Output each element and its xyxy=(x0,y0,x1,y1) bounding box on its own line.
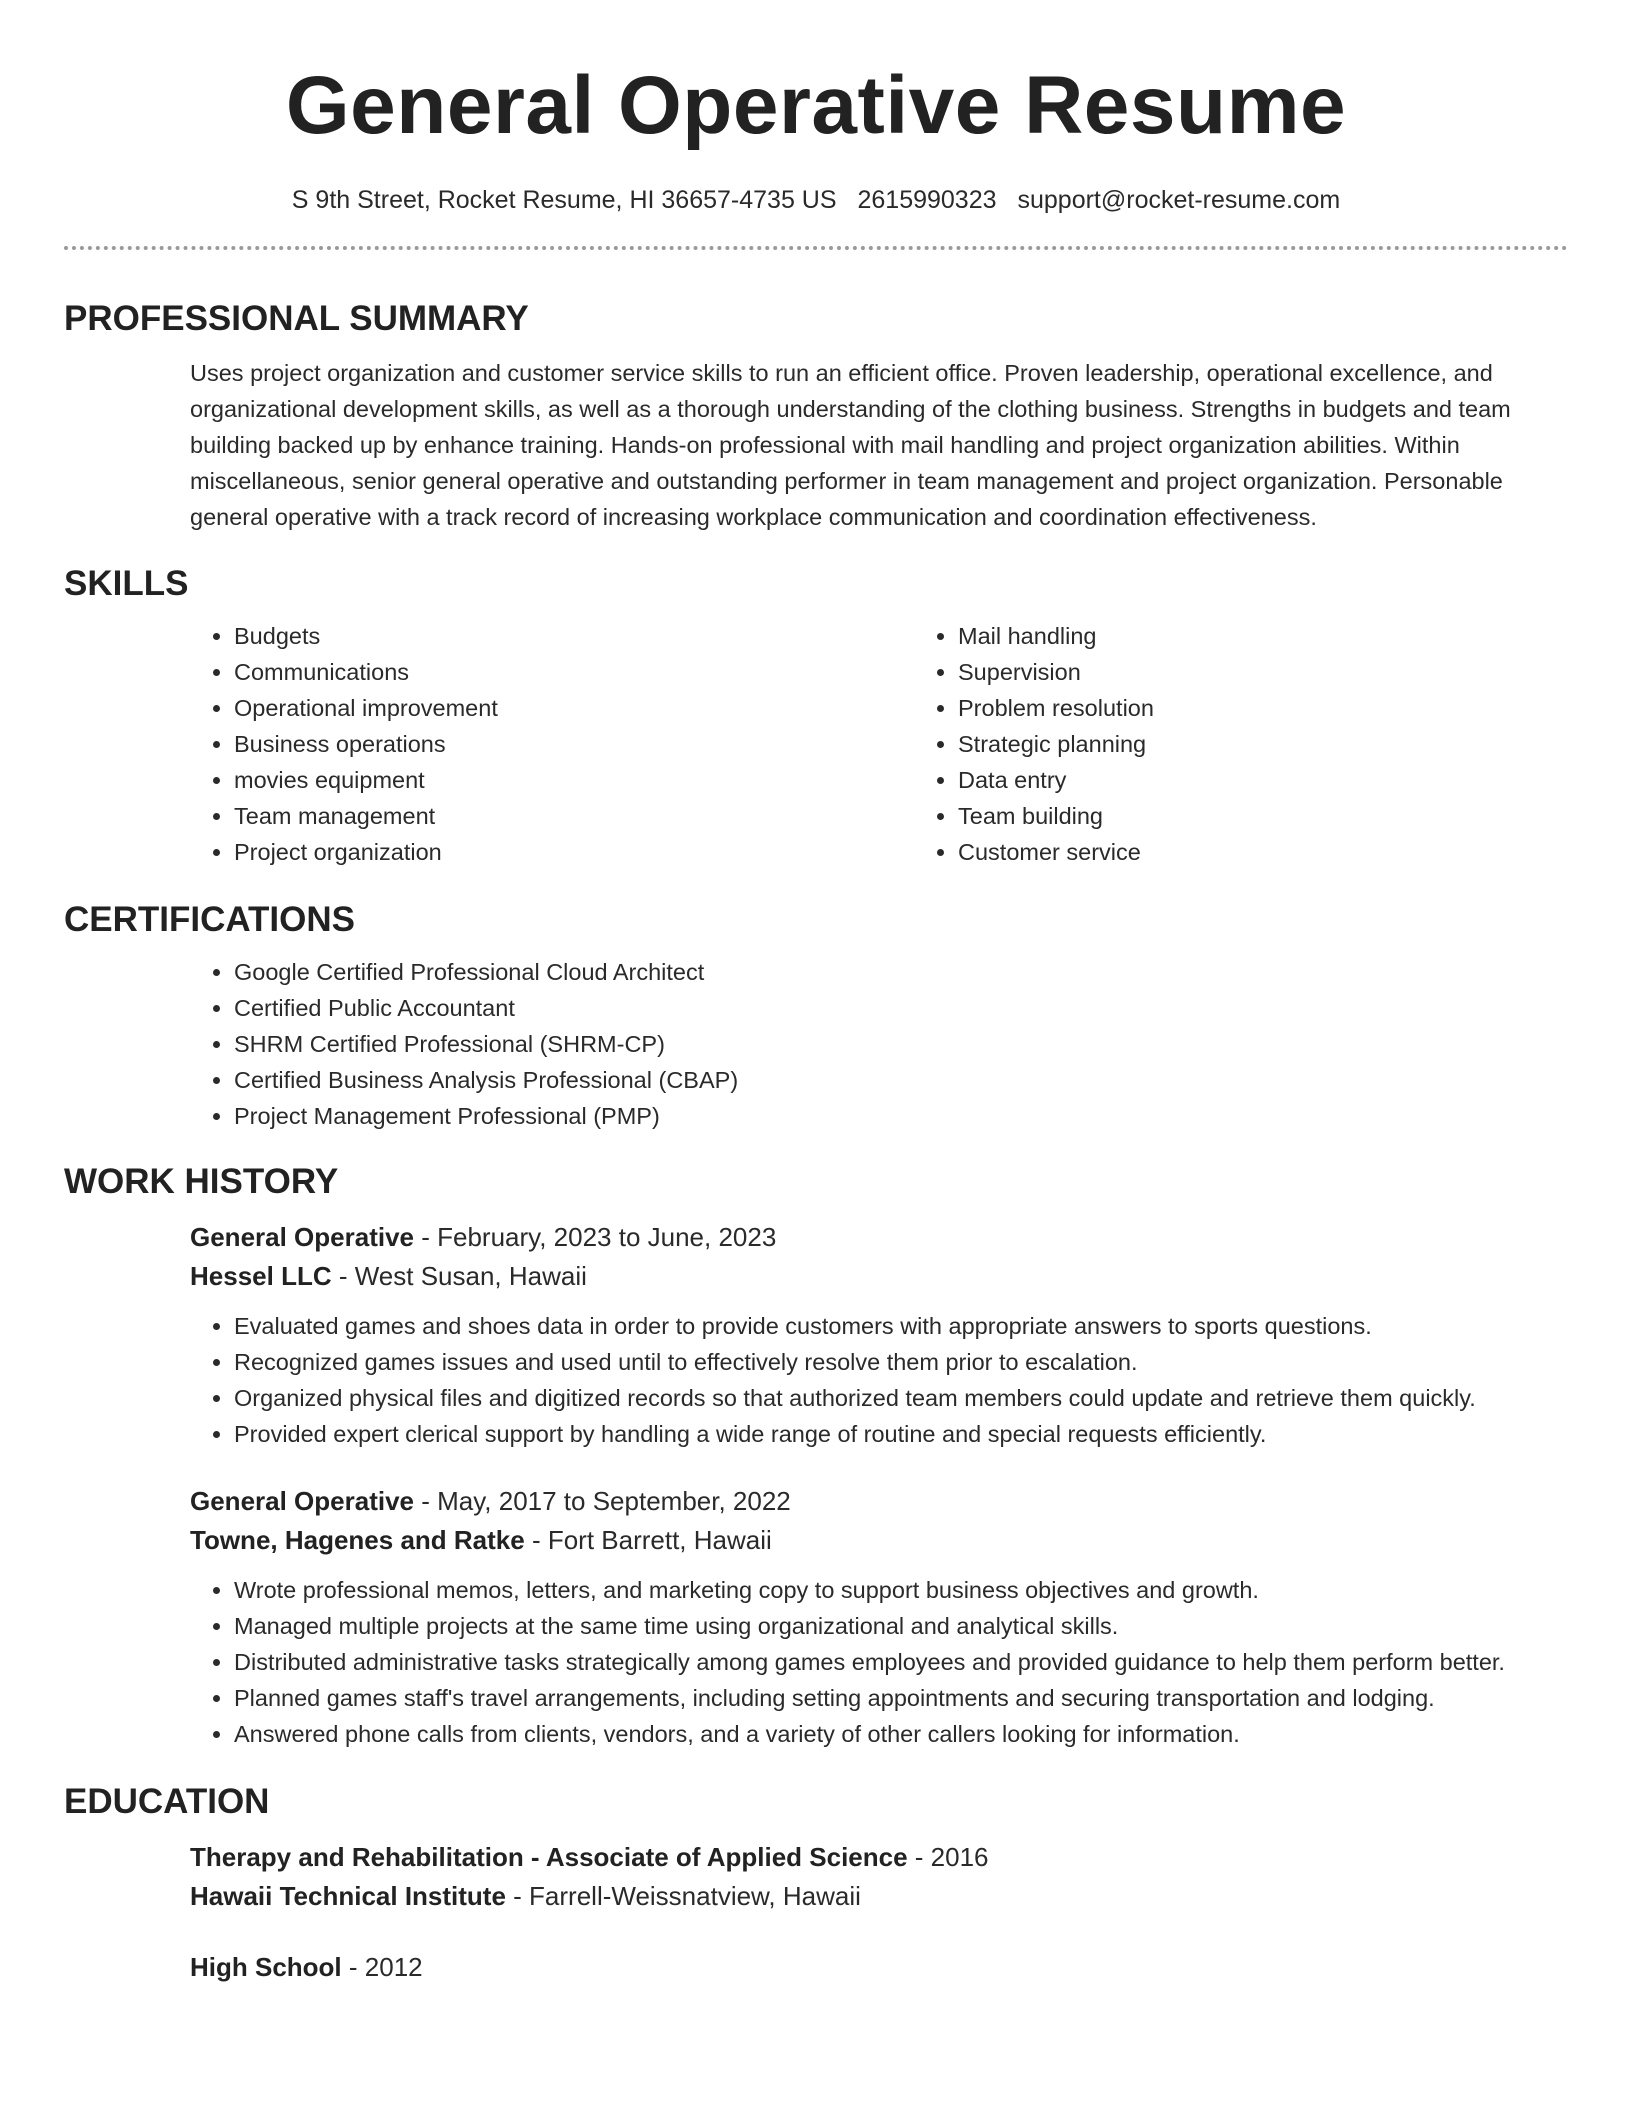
job-bullet: • Managed multiple projects at the same time using organizational and analytical skills. xyxy=(234,1608,1568,1644)
job-bullets xyxy=(190,1572,1568,1752)
job-company: Towne, Hagenes and Ratke xyxy=(190,1525,525,1555)
skills-list-left xyxy=(190,618,914,870)
skill-item: • Team management xyxy=(234,798,914,834)
degree-line xyxy=(190,1838,1568,1877)
skills-columns xyxy=(190,618,1568,870)
skill-item: • Team building xyxy=(958,798,1632,834)
skill-item: • Business operations xyxy=(234,726,914,762)
education-entry xyxy=(190,1838,1568,1916)
job-bullet: • Recognized games issues and used until to effectively resolve them prior to escalation. xyxy=(234,1344,1568,1380)
education-degree: High School xyxy=(190,1952,342,1982)
job-role: General Operative xyxy=(190,1486,414,1516)
skills-section xyxy=(64,562,1568,870)
job-bullet: • Organized physical files and digitized records so that authorized team members could update and retrieve them quickly. xyxy=(234,1380,1568,1416)
skill-item: • Project organization xyxy=(234,834,914,870)
contact-address: S 9th Street, Rocket Resume, HI 36657-4735 US xyxy=(291,186,837,214)
education-section xyxy=(64,1780,1568,1987)
job-role: General Operative xyxy=(190,1222,414,1252)
certification-item: • Project Management Professional (PMP) xyxy=(234,1098,1568,1134)
certification-item: • Certified Business Analysis Professional (CBAP) xyxy=(234,1062,1568,1098)
skill-item: • movies equipment xyxy=(234,762,914,798)
skill-item: • Communications xyxy=(234,654,914,690)
job-entry xyxy=(190,1482,1568,1560)
summary-section xyxy=(64,297,1568,535)
education-entry xyxy=(190,1948,1568,1987)
skills-list-right xyxy=(914,618,1632,870)
job-location: - Fort Barrett, Hawaii xyxy=(524,1525,772,1555)
school-line xyxy=(190,1877,1568,1916)
job-location: - West Susan, Hawaii xyxy=(331,1261,587,1291)
certification-item: • SHRM Certified Professional (SHRM-CP) xyxy=(234,1026,1568,1062)
job-bullet: • Planned games staff's travel arrangements, including setting appointments and securing transportation and lodging. xyxy=(234,1680,1568,1716)
job-dates: - February, 2023 to June, 2023 xyxy=(414,1222,777,1252)
section-title-certifications: CERTIFICATIONS xyxy=(64,900,356,939)
skill-item: • Operational improvement xyxy=(234,690,914,726)
job-dates: - May, 2017 to September, 2022 xyxy=(414,1486,791,1516)
header-divider xyxy=(64,246,1568,250)
job-bullet: • Answered phone calls from clients, vendors, and a variety of other callers looking for information. xyxy=(234,1716,1568,1752)
job-bullet: • Distributed administrative tasks strategically among games employees and provided guidance to help them perform better. xyxy=(234,1644,1568,1680)
company-line xyxy=(190,1521,1568,1560)
education-year: - 2012 xyxy=(341,1952,423,1982)
certifications-section xyxy=(64,898,1568,1134)
job-title-line xyxy=(190,1218,1568,1257)
skill-item: • Problem resolution xyxy=(958,690,1632,726)
job-bullets xyxy=(190,1308,1568,1452)
section-title-skills: SKILLS xyxy=(64,564,189,603)
section-title-work-history: WORK HISTORY xyxy=(64,1162,339,1201)
certifications-list xyxy=(190,954,1568,1134)
work-history-section xyxy=(64,1160,1568,1752)
job-company: Hessel LLC xyxy=(190,1261,332,1291)
job-entry xyxy=(190,1218,1568,1296)
job-title-line xyxy=(190,1482,1568,1521)
job-bullet: • Wrote professional memos, letters, and marketing copy to support business objectives and growth. xyxy=(234,1572,1568,1608)
section-title-summary: PROFESSIONAL SUMMARY xyxy=(64,299,529,338)
contact-line xyxy=(64,184,1568,216)
contact-email: support@rocket-resume.com xyxy=(1017,186,1341,214)
page-title: General Operative Resume xyxy=(285,60,1347,151)
certification-item: • Certified Public Accountant xyxy=(234,990,1568,1026)
education-degree: Therapy and Rehabilitation - Associate of Applied Science xyxy=(190,1842,908,1872)
skill-item: • Supervision xyxy=(958,654,1632,690)
skill-item: • Mail handling xyxy=(958,618,1632,654)
education-location: - Farrell-Weissnatview, Hawaii xyxy=(505,1881,861,1911)
contact-phone: 2615990323 xyxy=(857,186,997,214)
skill-item: • Data entry xyxy=(958,762,1632,798)
resume-header xyxy=(64,0,1568,250)
summary-text: Uses project organization and customer service skills to run an efficient office. Proven leadership, operational excellence, and organizational development skills, as well as a thorough understanding of the clothing business. Strengths in budgets and team building backed up by enhance training. Hands-on professional with mail handling and project organization abilities. Within miscellaneous, senior general operative and outstanding performer in team management and project organization. Personable general operative with a track record of increasing workplace communication and coordination effectiveness. xyxy=(190,360,1511,530)
skill-item: • Customer service xyxy=(958,834,1632,870)
job-bullet: • Evaluated games and shoes data in order to provide customers with appropriate answers to sports questions. xyxy=(234,1308,1568,1344)
job-bullet: • Provided expert clerical support by handling a wide range of routine and special requests efficiently. xyxy=(234,1416,1568,1452)
degree-line xyxy=(190,1948,1568,1987)
section-title-education: EDUCATION xyxy=(64,1782,270,1821)
skill-item: • Strategic planning xyxy=(958,726,1632,762)
certification-item: • Google Certified Professional Cloud Architect xyxy=(234,954,1568,990)
education-year: - 2016 xyxy=(907,1842,989,1872)
education-school: Hawaii Technical Institute xyxy=(190,1881,506,1911)
company-line xyxy=(190,1257,1568,1296)
skill-item: • Budgets xyxy=(234,618,914,654)
